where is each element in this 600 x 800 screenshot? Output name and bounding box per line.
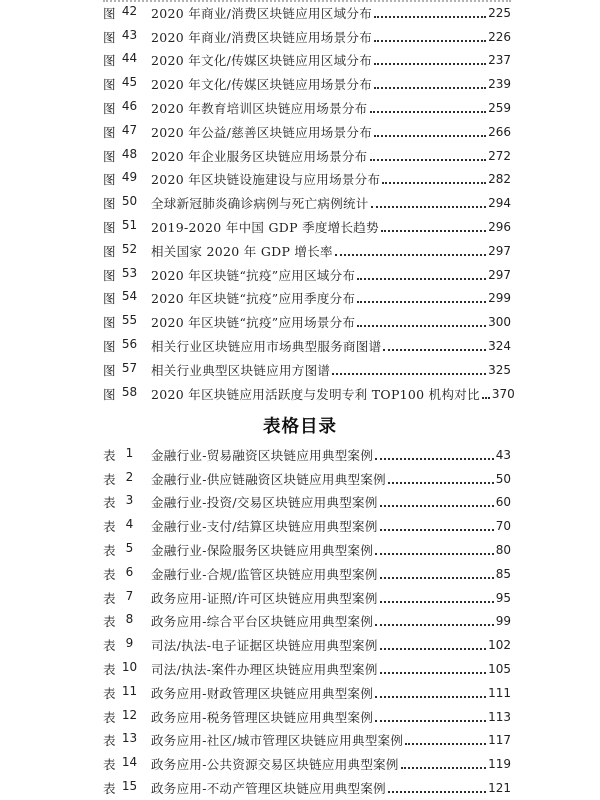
toc-figure-entry — [103, 239, 511, 263]
entry-title: 2020 年区块链“抗疫”应用区域分布 — [151, 267, 356, 283]
entry-label — [103, 565, 138, 583]
dot-leader — [405, 743, 486, 745]
dot-leader — [371, 206, 486, 208]
toc-figure-entry — [103, 25, 511, 49]
entry-page-number: 99 — [495, 614, 511, 629]
entry-page-number: 300 — [488, 315, 511, 330]
toc-figure-entry — [103, 191, 511, 215]
entry-label — [103, 541, 138, 559]
entry-title: 政务应用-财政管理区块链应用典型案例 — [151, 685, 374, 701]
entry-label — [103, 51, 138, 69]
toc-figure-entry — [103, 310, 511, 334]
entry-label-number: 3 — [125, 493, 134, 508]
entry-label-prefix: 表 — [103, 543, 116, 559]
entry-label — [103, 123, 138, 141]
entry-label-number: 43 — [121, 27, 138, 42]
toc-table-entry — [103, 443, 511, 467]
entry-label-number: 58 — [121, 384, 138, 399]
entry-page-number: 297 — [488, 243, 511, 258]
entry-label — [103, 517, 138, 535]
entry-title: 2020 年区块链“抗疫”应用季度分布 — [151, 291, 356, 307]
dot-leader — [374, 40, 486, 42]
dot-leader — [375, 696, 486, 698]
dot-leader — [332, 373, 486, 375]
entry-label-prefix: 表 — [103, 685, 116, 701]
entry-title: 金融行业-支付/结算区块链应用典型案例 — [151, 519, 378, 535]
entry-title: 金融行业-供应链融资区块链应用典型案例 — [151, 471, 386, 487]
toc-figure-entry — [103, 49, 511, 73]
entry-page-number: 117 — [488, 733, 511, 748]
dot-leader — [388, 791, 486, 793]
entry-label-prefix: 表 — [103, 781, 116, 797]
dot-leader — [388, 482, 494, 484]
entry-title: 政务应用-税务管理区块链应用典型案例 — [151, 709, 374, 725]
entry-title: 金融行业-贸易融资区块链应用典型案例 — [151, 447, 374, 463]
entry-title: 相关行业典型区块链应用方图谱 — [151, 362, 331, 378]
toc-table-entry — [103, 752, 511, 776]
toc-figure-entry — [103, 1, 511, 25]
dot-leader — [357, 325, 486, 327]
dot-leader — [482, 397, 490, 399]
entry-label — [103, 612, 138, 630]
entry-label-prefix: 表 — [103, 590, 116, 606]
dot-leader — [374, 63, 486, 65]
dot-leader — [380, 648, 486, 650]
entry-label — [103, 470, 138, 488]
entry-page-number: 297 — [488, 267, 511, 282]
toc-table-entry — [103, 610, 511, 634]
dot-leader — [357, 278, 486, 280]
entry-label-prefix: 图 — [103, 267, 116, 283]
entry-label-number: 44 — [121, 51, 138, 66]
entry-label — [103, 589, 138, 607]
entry-page-number: 95 — [495, 590, 511, 605]
entry-label-prefix: 表 — [103, 709, 116, 725]
entry-page-number: 102 — [488, 638, 511, 653]
entry-label-number: 50 — [121, 194, 138, 209]
entry-page-number: 324 — [488, 339, 511, 354]
entry-label-number: 8 — [125, 612, 134, 627]
entry-page-number: 105 — [488, 662, 511, 677]
entry-page-number: 237 — [488, 53, 511, 68]
entry-title: 政务应用-证照/许可区块链应用典型案例 — [151, 590, 378, 606]
entry-title: 2020 年商业/消费区块链应用场景分布 — [151, 29, 372, 45]
entry-title: 司法/执法-案件办理区块链应用典型案例 — [151, 662, 378, 678]
dot-leader — [370, 159, 487, 161]
entry-label — [103, 684, 138, 702]
entry-page-number: 85 — [495, 566, 511, 581]
entry-label-prefix: 图 — [103, 386, 116, 402]
toc-figure-entry — [103, 72, 511, 96]
entry-label — [103, 242, 138, 260]
entry-label-number: 12 — [121, 707, 138, 722]
toc-figure-entry — [103, 120, 511, 144]
entry-label-number: 47 — [121, 122, 138, 137]
dot-leader — [335, 254, 486, 256]
entry-label-number: 14 — [121, 755, 138, 770]
entry-title: 2020 年企业服务区块链应用场景分布 — [151, 148, 368, 164]
toc-table-entry — [103, 729, 511, 753]
entry-label-number: 13 — [121, 731, 138, 746]
entry-label-prefix: 表 — [103, 471, 116, 487]
entry-label-prefix: 表 — [103, 638, 116, 654]
entry-title: 2020 年区块链“抗疫”应用场景分布 — [151, 315, 356, 331]
entry-title: 司法/执法-电子证据区块链应用典型案例 — [151, 638, 378, 654]
entry-label-prefix: 表 — [103, 614, 116, 630]
dot-leader — [375, 624, 494, 626]
entry-page-number: 111 — [488, 685, 511, 700]
entry-label-prefix: 图 — [103, 77, 116, 93]
dot-leader — [383, 349, 486, 351]
tables-section-title: 表格目录 — [263, 417, 337, 437]
entry-title: 2020 年教育培训区块链应用场景分布 — [151, 101, 368, 117]
entry-title: 2020 年商业/消费区块链应用区域分布 — [151, 5, 372, 21]
entry-page-number: 266 — [488, 124, 511, 139]
entry-label — [103, 218, 138, 236]
entry-label-prefix: 图 — [103, 339, 116, 355]
entry-label — [103, 28, 138, 46]
entry-page-number: 325 — [488, 362, 511, 377]
toc-table-entry — [103, 586, 511, 610]
entry-label-prefix: 表 — [103, 566, 116, 582]
entry-label-number: 5 — [125, 541, 134, 556]
toc-table-entry — [103, 491, 511, 515]
entry-label — [103, 779, 138, 797]
entry-label-prefix: 表 — [103, 495, 116, 511]
dot-leader — [380, 577, 494, 579]
dot-leader — [370, 111, 487, 113]
entry-label-prefix: 表 — [103, 519, 116, 535]
entry-label — [103, 4, 138, 22]
dot-leader — [375, 553, 494, 555]
entry-page-number: 272 — [488, 148, 511, 163]
entry-label — [103, 170, 138, 188]
entry-label-number: 56 — [121, 337, 138, 352]
entry-page-number: 259 — [488, 101, 511, 116]
entry-label-number: 11 — [121, 683, 138, 698]
entry-title: 金融行业-投资/交易区块链应用典型案例 — [151, 495, 378, 511]
toc-figure-entry — [103, 287, 511, 311]
entry-label-prefix: 图 — [103, 29, 116, 45]
figures-toc-list — [103, 1, 515, 406]
entry-label-number: 54 — [121, 289, 138, 304]
entry-page-number: 370 — [491, 386, 515, 401]
toc-table-entry — [103, 538, 511, 562]
entry-label-number: 10 — [121, 660, 138, 675]
entry-page-number: 113 — [488, 709, 511, 724]
entry-title: 2020 年文化/传媒区块链应用场景分布 — [151, 77, 372, 93]
entry-label-number: 6 — [125, 564, 134, 579]
toc-figure-entry — [103, 382, 515, 406]
entry-label — [103, 446, 138, 464]
entry-title: 2020 年区块链设施建设与应用场景分布 — [151, 172, 381, 188]
entry-label-number: 46 — [121, 99, 138, 114]
entry-page-number: 60 — [495, 495, 511, 510]
toc-table-entry — [103, 467, 511, 491]
entry-label-number: 55 — [121, 313, 138, 328]
dot-leader — [382, 182, 486, 184]
entry-title: 2019-2020 年中国 GDP 季度增长趋势 — [151, 220, 379, 236]
entry-page-number: 121 — [488, 781, 511, 796]
entry-label — [103, 755, 138, 773]
entry-title: 相关国家 2020 年 GDP 增长率 — [151, 243, 333, 259]
entry-label-prefix: 表 — [103, 662, 116, 678]
entry-label-number: 42 — [121, 3, 138, 18]
entry-label — [103, 266, 138, 284]
entry-label-number: 48 — [121, 146, 138, 161]
dot-leader — [381, 230, 486, 232]
entry-label — [103, 147, 138, 165]
entry-page-number: 70 — [495, 519, 511, 534]
entry-title: 政务应用-综合平台区块链应用典型案例 — [151, 614, 374, 630]
dot-leader — [374, 135, 486, 137]
entry-label — [103, 493, 138, 511]
toc-figure-entry — [103, 263, 511, 287]
dot-leader — [375, 720, 486, 722]
entry-label — [103, 636, 138, 654]
toc-figure-entry — [103, 215, 511, 239]
entry-label-number: 52 — [121, 241, 138, 256]
entry-label — [103, 75, 138, 93]
dot-leader — [357, 301, 486, 303]
entry-label-prefix: 图 — [103, 148, 116, 164]
entry-label-prefix: 图 — [103, 243, 116, 259]
entry-title: 政务应用-公共资源交易区块链应用典型案例 — [151, 757, 399, 773]
entry-label-prefix: 图 — [103, 172, 116, 188]
dot-leader — [374, 16, 486, 18]
dot-leader — [380, 505, 494, 507]
entry-label-number: 49 — [121, 170, 138, 185]
entry-page-number: 299 — [488, 291, 511, 306]
entry-label-prefix: 表 — [103, 733, 116, 749]
entry-page-number: 296 — [488, 220, 511, 235]
dot-leader — [380, 672, 486, 674]
entry-page-number: 50 — [495, 471, 511, 486]
tables-toc-list — [103, 443, 511, 800]
entry-title: 2020 年区块链应用活跃度与发明专利 TOP100 机构对比 — [151, 386, 480, 402]
entry-page-number: 43 — [495, 447, 511, 462]
toc-figure-entry — [103, 334, 511, 358]
dot-leader — [401, 767, 486, 769]
toc-table-entry — [103, 657, 511, 681]
entry-label-number: 57 — [121, 360, 138, 375]
entry-label-prefix: 图 — [103, 53, 116, 69]
dot-leader — [374, 87, 486, 89]
toc-table-entry — [103, 633, 511, 657]
entry-label-number: 4 — [125, 517, 134, 532]
entry-label-prefix: 图 — [103, 124, 116, 140]
entry-title: 金融行业-保险服务区块链应用典型案例 — [151, 543, 374, 559]
entry-label — [103, 385, 138, 403]
toc-figure-entry — [103, 144, 511, 168]
entry-page-number: 239 — [488, 77, 511, 92]
entry-label-number: 9 — [125, 636, 134, 651]
toc-table-entry — [103, 776, 511, 800]
entry-title: 2020 年文化/传媒区块链应用区域分布 — [151, 53, 372, 69]
toc-table-entry — [103, 562, 511, 586]
entry-label-number: 7 — [125, 588, 134, 603]
entry-label-number: 51 — [121, 218, 138, 233]
entry-page-number: 225 — [488, 5, 511, 20]
toc-figure-entry — [103, 358, 511, 382]
entry-label-prefix: 图 — [103, 5, 116, 21]
entry-label-prefix: 表 — [103, 757, 116, 773]
entry-title: 金融行业-合规/监管区块链应用典型案例 — [151, 566, 378, 582]
entry-page-number: 80 — [495, 543, 511, 558]
entry-label-prefix: 图 — [103, 362, 116, 378]
entry-label-prefix: 图 — [103, 315, 116, 331]
entry-label-number: 1 — [125, 445, 134, 460]
entry-label — [103, 289, 138, 307]
toc-figure-entry — [103, 168, 511, 192]
entry-label — [103, 313, 138, 331]
entry-label — [103, 660, 138, 678]
entry-label — [103, 361, 138, 379]
entry-label-prefix: 表 — [103, 447, 116, 463]
dot-leader — [375, 458, 494, 460]
entry-label-number: 15 — [121, 779, 138, 794]
entry-label-number: 45 — [121, 75, 138, 90]
entry-title: 全球新冠肺炎确诊病例与死亡病例统计 — [151, 196, 369, 212]
entry-label-prefix: 图 — [103, 291, 116, 307]
entry-page-number: 282 — [488, 172, 511, 187]
toc-table-entry — [103, 514, 511, 538]
dot-leader — [380, 529, 494, 531]
entry-label-prefix: 图 — [103, 196, 116, 212]
entry-label — [103, 337, 138, 355]
entry-page-number: 226 — [488, 29, 511, 44]
entry-label — [103, 194, 138, 212]
entry-title: 政务应用-社区/城市管理区块链应用典型案例 — [151, 733, 404, 749]
entry-page-number: 294 — [488, 196, 511, 211]
toc-table-entry — [103, 705, 511, 729]
entry-label — [103, 99, 138, 117]
entry-label — [103, 708, 138, 726]
entry-label-prefix: 图 — [103, 101, 116, 117]
entry-label-prefix: 图 — [103, 220, 116, 236]
toc-figure-entry — [103, 96, 511, 120]
entry-title: 政务应用-不动产管理区块链应用典型案例 — [151, 781, 386, 797]
entry-label-number: 2 — [125, 469, 134, 484]
dot-leader — [380, 601, 494, 603]
entry-label-number: 53 — [121, 265, 138, 280]
entry-title: 相关行业区块链应用市场典型服务商图谱 — [151, 339, 382, 355]
entry-page-number: 119 — [488, 757, 511, 772]
entry-label — [103, 731, 138, 749]
toc-table-entry — [103, 681, 511, 705]
entry-title: 2020 年公益/慈善区块链应用场景分布 — [151, 124, 372, 140]
